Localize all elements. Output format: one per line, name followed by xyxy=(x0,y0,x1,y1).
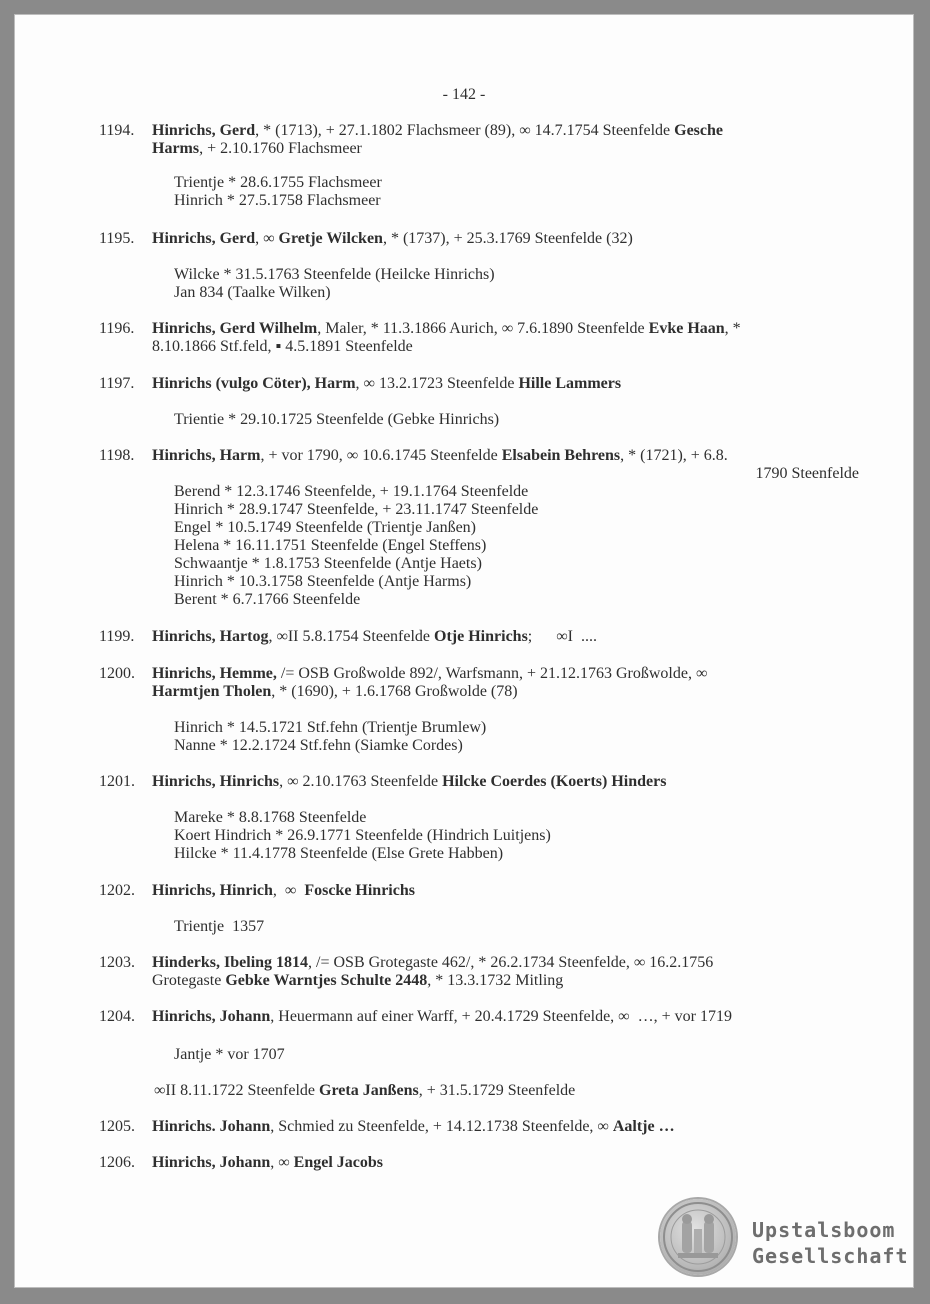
entry-1197 xyxy=(99,375,859,393)
spouse-name: Evke Haan xyxy=(648,320,725,337)
society-name-line1: Upstalsboom xyxy=(752,1218,896,1242)
entry-1198 xyxy=(99,447,859,483)
entry-1206 xyxy=(99,1154,859,1172)
child-line: Hinrich * 28.9.1747 Steenfelde, + 23.11.1747 Steenfelde xyxy=(174,501,539,518)
spouse-name: Elsabein Behrens xyxy=(501,447,621,464)
spouse-name: Harms xyxy=(152,140,200,157)
spouse-name: Gretje Wilcken xyxy=(278,230,383,247)
entry-text: , ∞ xyxy=(270,1154,294,1171)
entry-number: 1197. xyxy=(99,375,135,392)
entry-text: , ∞ 13.2.1723 Steenfelde xyxy=(355,375,519,392)
entry-text: , /= OSB Grotegaste 462/, * 26.2.1734 Steenfelde, ∞ 16.2.1756 xyxy=(308,954,714,971)
entry-1195 xyxy=(99,230,859,248)
child-line: Jan 834 (Taalke Wilken) xyxy=(174,284,331,301)
entry-text: , Schmied zu Steenfelde, + 14.12.1738 Steenfelde, ∞ xyxy=(270,1118,613,1135)
spouse-name: Aaltje … xyxy=(612,1118,675,1135)
entry-number: 1199. xyxy=(99,628,135,645)
entry-text: , + vor 1790, ∞ 10.6.1745 Steenfelde xyxy=(260,447,502,464)
entry-name: Hinrichs, Hinrich xyxy=(152,882,273,899)
spouse-name: Hille Lammers xyxy=(518,375,622,392)
entry-text: , ∞II 5.8.1754 Steenfelde xyxy=(268,628,435,645)
child-line: Hinrich * 10.3.1758 Steenfelde (Antje Harms) xyxy=(174,573,472,590)
entry-name: Hinrichs, Harm xyxy=(152,447,261,464)
child-line: Trientje 1357 xyxy=(174,918,265,935)
entry-text: , * (1690), + 1.6.1768 Großwolde (78) xyxy=(271,683,518,700)
entry-number: 1196. xyxy=(99,320,135,337)
child-line: Engel * 10.5.1749 Steenfelde (Trientje Janßen) xyxy=(174,519,477,536)
spouse-name: Engel Jacobs xyxy=(293,1154,384,1171)
child-line: Trientie * 29.10.1725 Steenfelde (Gebke Hinrichs) xyxy=(174,411,500,428)
entry-number: 1198. xyxy=(99,447,135,464)
second-marriage-line xyxy=(154,1082,575,1100)
entry-text: , * (1721), + 6.8. xyxy=(620,447,728,464)
child-line: Jantje * vor 1707 xyxy=(174,1046,285,1063)
entry-number: 1205. xyxy=(99,1118,135,1135)
page-number: - 142 - xyxy=(442,86,486,103)
entry-text: , * 13.3.1732 Mitling xyxy=(427,972,564,989)
entry-number: 1194. xyxy=(99,122,135,139)
child-line: Wilcke * 31.5.1763 Steenfelde (Heilcke Hinrichs) xyxy=(174,266,495,283)
entry-number: 1201. xyxy=(99,773,135,790)
entry-1194 xyxy=(99,122,859,158)
society-name xyxy=(752,1217,909,1269)
child-line: Mareke * 8.8.1768 Steenfelde xyxy=(174,809,367,826)
entry-number: 1202. xyxy=(99,882,135,899)
entry-1202 xyxy=(99,882,859,900)
child-line: Nanne * 12.2.1724 Stf.fehn (Siamke Cordes) xyxy=(174,737,463,754)
spouse-name: Gebke Warntjes Schulte 2448 xyxy=(225,972,428,989)
entry-text: , + 2.10.1760 Flachsmeer xyxy=(199,140,362,157)
entry-number: 1206. xyxy=(99,1154,135,1171)
spouse-name: Greta Janßens xyxy=(319,1082,419,1099)
child-line: Hilcke * 11.4.1778 Steenfelde (Else Grete Habben) xyxy=(174,845,504,862)
entry-name: Hinrichs, Hinrichs xyxy=(152,773,280,790)
entry-text: , ∞ xyxy=(255,230,279,247)
entry-1205 xyxy=(99,1118,859,1136)
entry-text: 1790 Steenfelde xyxy=(755,465,859,482)
entry-text: /= OSB Großwolde 892/, Warfsmann, + 21.12.1763 Großwolde, ∞ xyxy=(276,665,708,682)
entry-number: 1195. xyxy=(99,230,135,247)
child-line: Berent * 6.7.1766 Steenfelde xyxy=(174,591,361,608)
entry-text: , + 31.5.1729 Steenfelde xyxy=(418,1082,576,1099)
child-line: Koert Hindrich * 26.9.1771 Steenfelde (Hindrich Luitjens) xyxy=(174,827,551,844)
child-line: Hinrich * 14.5.1721 Stf.fehn (Trientje Brumlew) xyxy=(174,719,487,736)
entry-1203 xyxy=(99,954,859,990)
entry-text: , ∞ xyxy=(272,882,305,899)
entry-text: , ∞ 2.10.1763 Steenfelde xyxy=(279,773,443,790)
entry-text: , * (1737), + 25.3.1769 Steenfelde (32) xyxy=(382,230,633,247)
spouse-name: Hilcke Coerdes (Koerts) Hinders xyxy=(442,773,667,790)
entry-text: , * (1713), + 27.1.1802 Flachsmeer (89), ∞ 14.7.1754 Steenfelde xyxy=(255,122,675,139)
entry-name: Hinderks, Ibeling 1814 xyxy=(152,954,309,971)
entry-name: Hinrichs, Johann xyxy=(152,1008,271,1025)
child-line: Berend * 12.3.1746 Steenfelde, + 19.1.1764 Steenfelde xyxy=(174,483,529,500)
entry-number: 1200. xyxy=(99,665,135,682)
entry-text: ∞II 8.11.1722 Steenfelde xyxy=(154,1082,319,1099)
entry-name: Hinrichs (vulgo Cöter), Harm xyxy=(152,375,356,392)
entry-name: Hinrichs, Hartog xyxy=(152,628,269,645)
entry-number: 1204. xyxy=(99,1008,135,1025)
entry-text: , Heuermann auf einer Warff, + 20.4.1729 Steenfelde, ∞ …, + vor 1719 xyxy=(270,1008,732,1025)
child-line: Helena * 16.11.1751 Steenfelde (Engel Steffens) xyxy=(174,537,487,554)
entry-1199 xyxy=(99,628,859,646)
entry-1204 xyxy=(99,1008,859,1026)
spouse-name: Gesche xyxy=(674,122,723,139)
entry-name: Hinrichs, Gerd xyxy=(152,230,256,247)
entry-name: Hinrichs, Johann xyxy=(152,1154,271,1171)
entry-name: Hinrichs, Hemme, xyxy=(152,665,277,682)
entry-name: Hinrichs, Gerd Wilhelm xyxy=(152,320,318,337)
entry-text: ; ∞I .... xyxy=(527,628,597,645)
entry-name: Hinrichs, Gerd xyxy=(152,122,256,139)
document-page xyxy=(14,14,914,1288)
child-line: Trientje * 28.6.1755 Flachsmeer xyxy=(174,174,382,191)
entry-text: , Maler, * 11.3.1866 Aurich, ∞ 7.6.1890 Steenfelde xyxy=(317,320,649,337)
spouse-name: Otje Hinrichs xyxy=(434,628,528,645)
entry-1196 xyxy=(99,320,859,356)
spouse-name: Harmtjen Tholen xyxy=(152,683,272,700)
child-line: Schwaantje * 1.8.1753 Steenfelde (Antje Haets) xyxy=(174,555,482,572)
society-name-line2: Gesellschaft xyxy=(752,1244,909,1268)
entry-1201 xyxy=(99,773,859,791)
entry-1200 xyxy=(99,665,859,701)
seal-logo-icon xyxy=(660,1199,736,1275)
entry-text: , * xyxy=(724,320,741,337)
spouse-name: Foscke Hinrichs xyxy=(304,882,415,899)
entry-text: Grotegaste xyxy=(152,972,226,989)
child-line: Hinrich * 27.5.1758 Flachsmeer xyxy=(174,192,381,209)
entry-name: Hinrichs. Johann xyxy=(152,1118,271,1135)
entry-number: 1203. xyxy=(99,954,135,971)
entry-text: 8.10.1866 Stf.feld, ▪ 4.5.1891 Steenfelde xyxy=(152,338,413,355)
